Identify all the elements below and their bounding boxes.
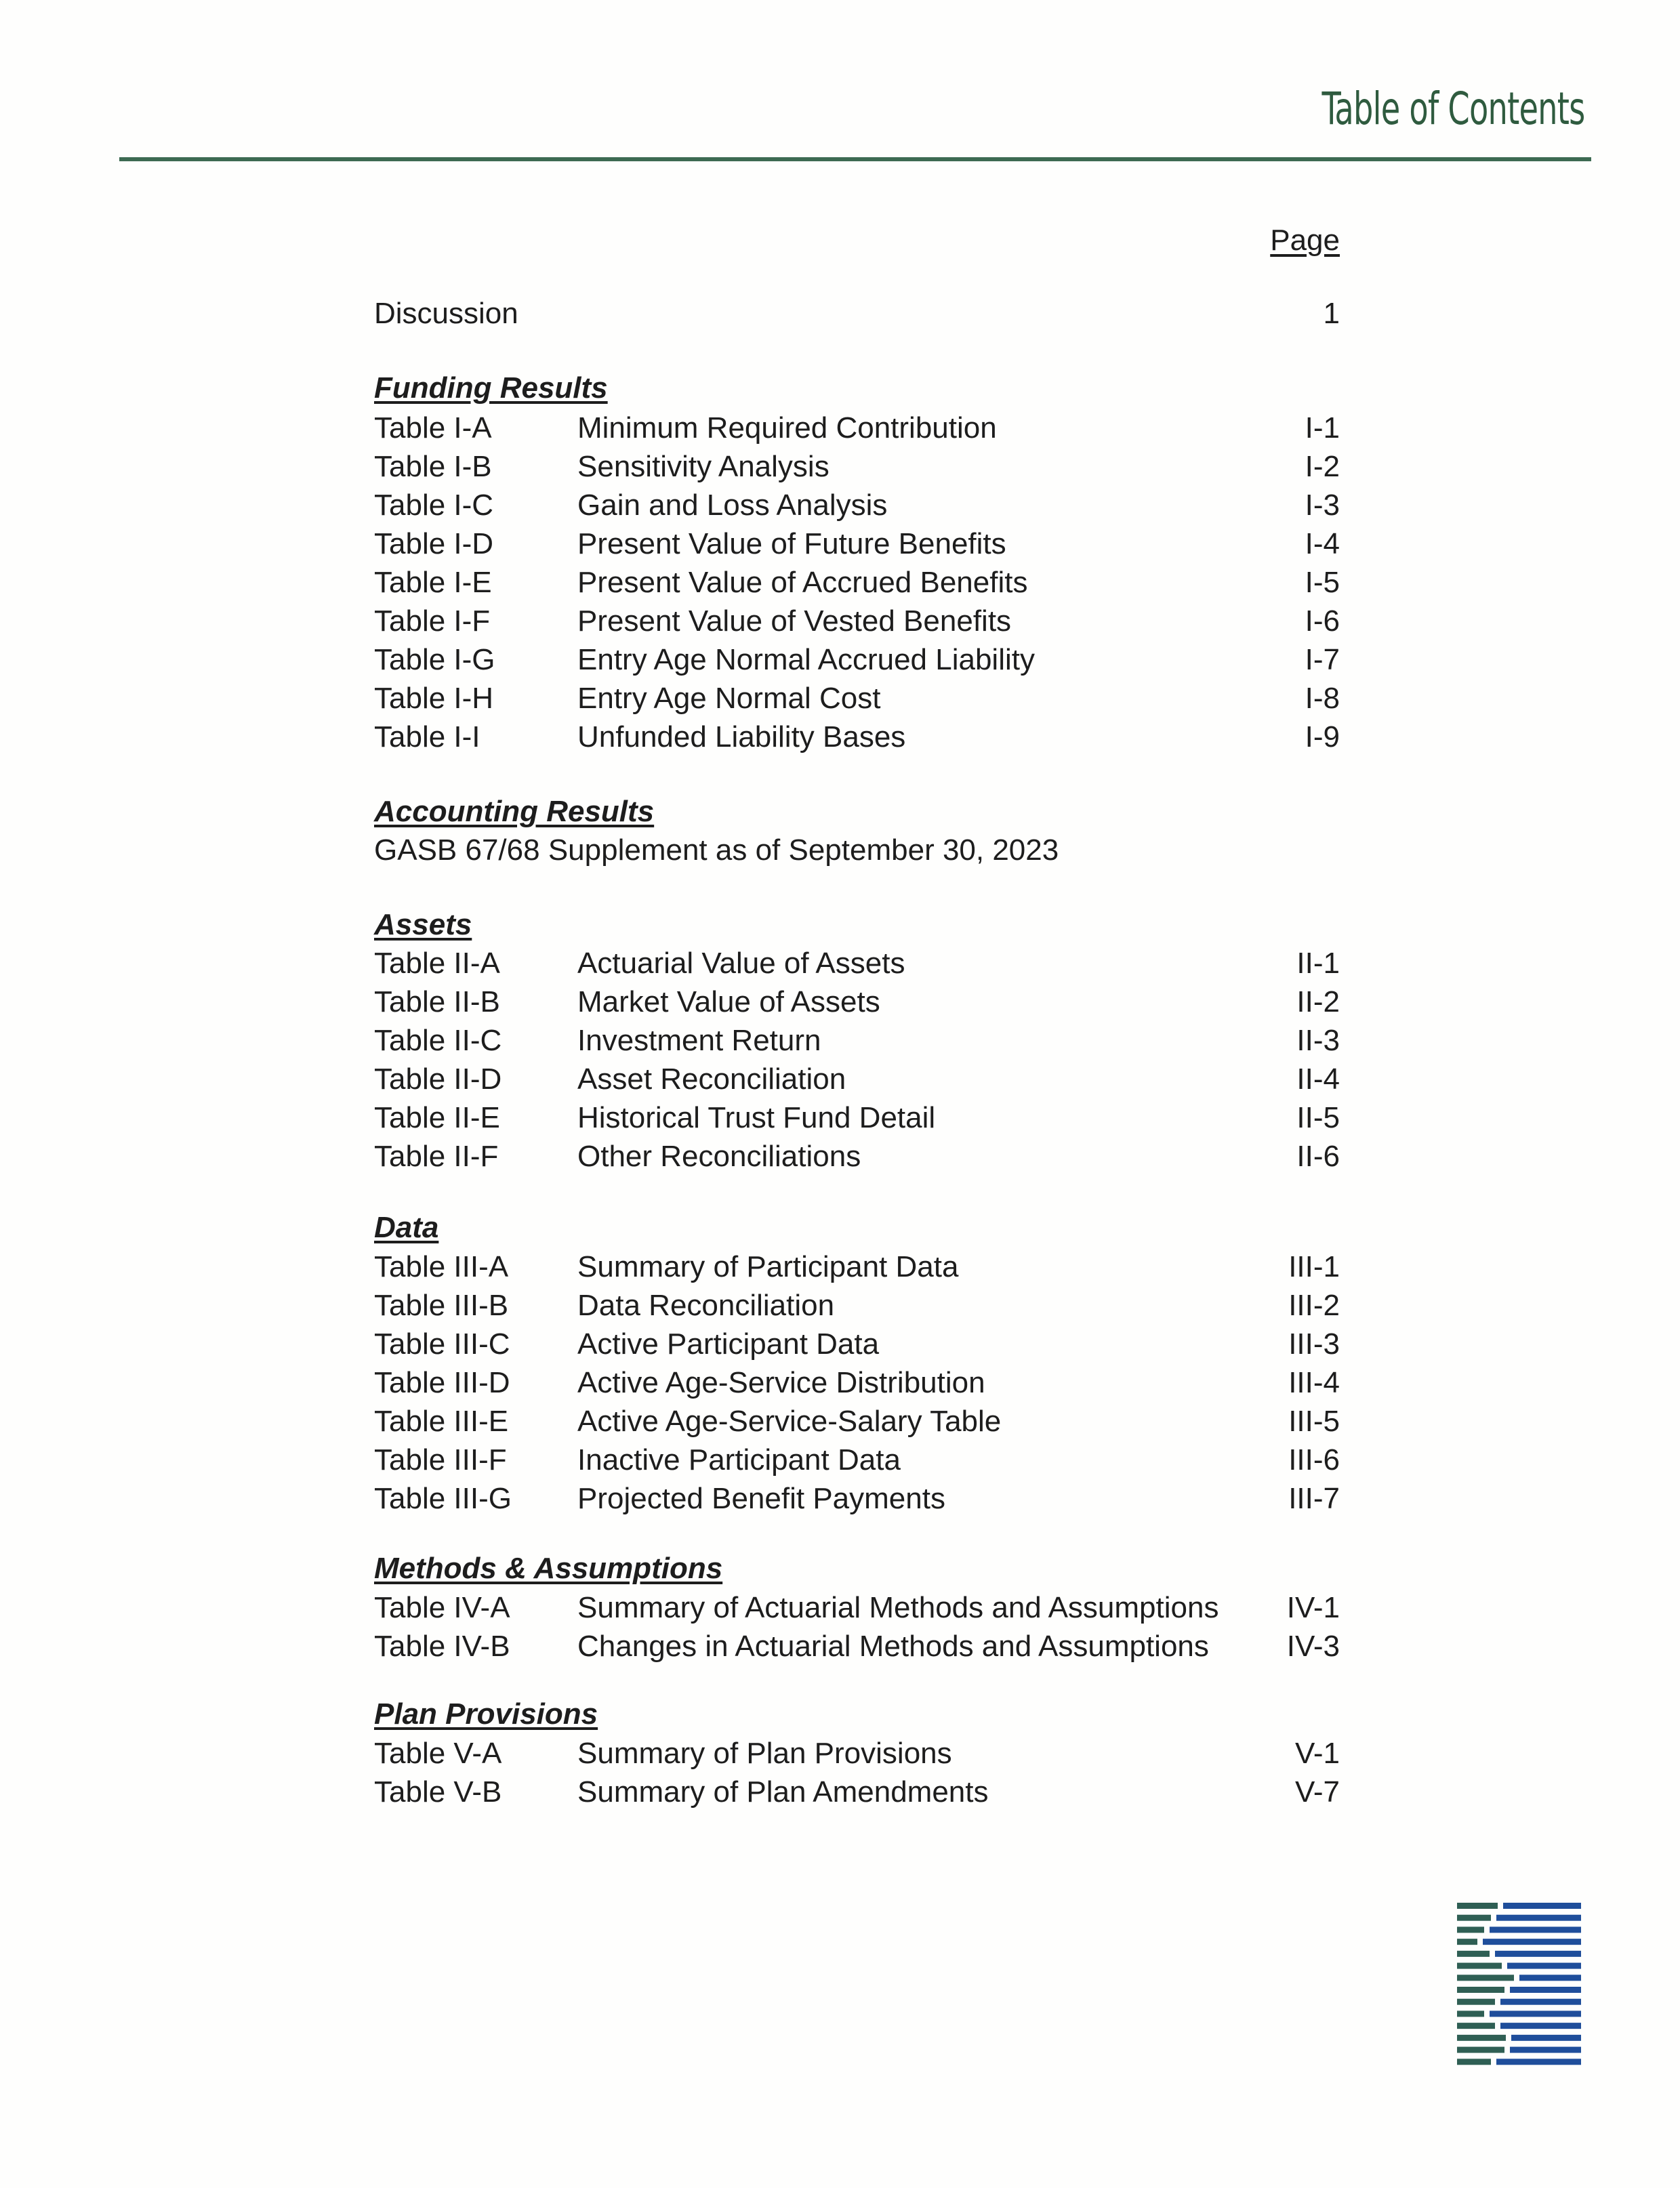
toc-description: Historical Trust Fund Detail [577, 1101, 936, 1134]
toc-row[interactable] [374, 1443, 1340, 1481]
toc-page: I-9 [1305, 720, 1340, 754]
toc-row[interactable] [374, 1140, 1340, 1178]
logo-stripe-blue [1490, 1926, 1581, 1933]
logo-stripe-blue [1503, 1903, 1581, 1909]
toc-row[interactable] [374, 682, 1340, 720]
toc-row-discussion[interactable] [374, 297, 1340, 335]
logo-stripe-blue [1496, 1915, 1581, 1921]
logo-stripe-green [1457, 1903, 1498, 1909]
toc-page: I-8 [1305, 682, 1340, 715]
toc-description: Present Value of Accrued Benefits [577, 566, 1028, 599]
toc-table-code: Table I-H [374, 682, 494, 715]
toc-description: Summary of Plan Provisions [577, 1737, 952, 1770]
toc-description: Summary of Participant Data [577, 1250, 959, 1283]
logo-stripe-green [1457, 1951, 1490, 1957]
toc-description: Asset Reconciliation [577, 1062, 846, 1096]
logo-stripe-green [1457, 1926, 1484, 1933]
logo-stripe-green [1457, 2047, 1504, 2053]
toc-row[interactable] [374, 720, 1340, 758]
toc-description: Present Value of Future Benefits [577, 527, 1006, 560]
toc-table-code: Table I-C [374, 489, 494, 522]
toc-description: Investment Return [577, 1024, 821, 1057]
toc-page: II-5 [1296, 1101, 1340, 1134]
toc-description: Active Age-Service-Salary Table [577, 1405, 1002, 1438]
toc-table-code: Table II-D [374, 1062, 502, 1096]
toc-description: Actuarial Value of Assets [577, 947, 905, 980]
toc-page: I-2 [1305, 450, 1340, 483]
toc-row[interactable] [374, 1737, 1340, 1775]
toc-page: I-5 [1305, 566, 1340, 599]
toc-description: Projected Benefit Payments [577, 1482, 945, 1515]
logo-stripe-blue [1500, 2023, 1581, 2029]
logo-stripe-blue [1519, 1975, 1581, 1981]
toc-description: Active Participant Data [577, 1327, 880, 1361]
logo-stripe-green [1457, 1963, 1502, 1969]
logo-stripe-blue [1511, 2035, 1581, 2041]
toc-table-code: Table IV-B [374, 1630, 510, 1663]
toc-page: III-5 [1288, 1405, 1340, 1438]
toc-table-code: Table I-B [374, 450, 492, 483]
toc-description: Market Value of Assets [577, 985, 880, 1018]
toc-page: III-3 [1288, 1327, 1340, 1361]
toc-row[interactable] [374, 527, 1340, 565]
toc-row[interactable] [374, 1250, 1340, 1288]
logo-stripe-green [1457, 2035, 1506, 2041]
toc-page: V-1 [1294, 1737, 1340, 1770]
page-title: Table of Contents [1321, 83, 1584, 135]
toc-table-code: Table III-E [374, 1405, 509, 1438]
toc-description: Sensitivity Analysis [577, 450, 829, 483]
toc-row[interactable] [374, 1591, 1340, 1629]
toc-table-code: Table I-E [374, 566, 492, 599]
toc-page: III-4 [1288, 1366, 1340, 1399]
logo-stripe-blue [1496, 2059, 1581, 2065]
toc-table-code: Table III-C [374, 1327, 510, 1361]
accounting-supplement-line: GASB 67/68 Supplement as of September 30, 2023 [374, 833, 1059, 867]
toc-description: Present Value of Vested Benefits [577, 604, 1012, 638]
toc-table-code: Table II-C [374, 1024, 502, 1057]
section-heading-assets: Assets [374, 908, 472, 941]
title-rule [119, 157, 1591, 161]
toc-row[interactable] [374, 1101, 1340, 1139]
toc-row[interactable] [374, 604, 1340, 642]
toc-table-code: Table III-A [374, 1250, 509, 1283]
toc-table-code: Table IV-A [374, 1591, 510, 1624]
company-logo-icon [1457, 1901, 1581, 2069]
toc-table-code: Table V-A [374, 1737, 502, 1770]
logo-stripe-blue [1490, 2010, 1581, 2017]
toc-row[interactable] [374, 947, 1340, 985]
toc-description: Minimum Required Contribution [577, 411, 997, 445]
toc-row[interactable] [374, 1289, 1340, 1327]
toc-row[interactable] [374, 985, 1340, 1023]
toc-row[interactable] [374, 1024, 1340, 1062]
toc-row[interactable] [374, 1366, 1340, 1404]
toc-description: Unfunded Liability Bases [577, 720, 906, 754]
toc-description: Other Reconciliations [577, 1140, 861, 1173]
toc-description: Data Reconciliation [577, 1289, 835, 1322]
toc-page: III-2 [1288, 1289, 1340, 1322]
toc-table-code: Table III-B [374, 1289, 509, 1322]
toc-row[interactable] [374, 489, 1340, 527]
logo-stripe-blue [1507, 1963, 1581, 1969]
toc-page: V-7 [1294, 1775, 1340, 1809]
toc-table-code: Table III-G [374, 1482, 512, 1515]
toc-table-code: Table I-I [374, 720, 480, 754]
toc-row[interactable] [374, 1482, 1340, 1520]
toc-row[interactable] [374, 643, 1340, 681]
toc-table-code: Table V-B [374, 1775, 502, 1809]
toc-row[interactable] [374, 566, 1340, 604]
toc-page: I-3 [1305, 489, 1340, 522]
toc-description: Summary of Actuarial Methods and Assumptions [577, 1591, 1219, 1624]
toc-table-code: Table II-F [374, 1140, 499, 1173]
toc-row[interactable] [374, 1630, 1340, 1668]
toc-description: Active Age-Service Distribution [577, 1366, 985, 1399]
section-heading-funding-results: Funding Results [374, 371, 608, 405]
logo-stripe-blue [1495, 1951, 1581, 1957]
logo-stripe-green [1457, 1915, 1491, 1921]
toc-page: IV-1 [1286, 1591, 1340, 1624]
section-heading-accounting-results: Accounting Results [374, 795, 655, 828]
toc-page: II-2 [1296, 985, 1340, 1018]
toc-page: III-1 [1288, 1250, 1340, 1283]
toc-table-code: Table I-G [374, 643, 495, 676]
toc-row[interactable] [374, 1062, 1340, 1100]
toc-row[interactable] [374, 1405, 1340, 1443]
section-heading-plan-provisions: Plan Provisions [374, 1697, 598, 1731]
toc-page: II-4 [1296, 1062, 1340, 1096]
toc-page: I-1 [1305, 411, 1340, 445]
toc-description: Changes in Actuarial Methods and Assumptions [577, 1630, 1209, 1663]
logo-stripe-green [1457, 2059, 1491, 2065]
toc-page: I-7 [1305, 643, 1340, 676]
toc-table-code: Table III-F [374, 1443, 507, 1477]
toc-row[interactable] [374, 411, 1340, 449]
toc-row[interactable] [374, 1327, 1340, 1365]
toc-description: Summary of Plan Amendments [577, 1775, 989, 1809]
logo-stripe-blue [1500, 1999, 1581, 2005]
toc-page: IV-3 [1286, 1630, 1340, 1663]
section-heading-data: Data [374, 1211, 439, 1244]
logo-stripe-green [1457, 2023, 1495, 2029]
toc-table-code: Table II-E [374, 1101, 500, 1134]
toc-table-code: Table III-D [374, 1366, 510, 1399]
toc-description: Inactive Participant Data [577, 1443, 901, 1477]
toc-table-code: Table I-A [374, 411, 492, 445]
toc-page: III-7 [1288, 1482, 1340, 1515]
logo-stripe-blue [1510, 1987, 1581, 1993]
toc-page: II-1 [1296, 947, 1340, 980]
toc-table-code: Table II-A [374, 947, 500, 980]
toc-page: 1 [1323, 297, 1340, 330]
logo-stripe-green [1457, 1939, 1477, 1945]
toc-table-code: Table II-B [374, 985, 500, 1018]
toc-row[interactable] [374, 1775, 1340, 1813]
toc-description: Gain and Loss Analysis [577, 489, 888, 522]
logo-stripe-green [1457, 2010, 1484, 2017]
toc-page: II-3 [1296, 1024, 1340, 1057]
toc-description: Entry Age Normal Accrued Liability [577, 643, 1035, 676]
section-heading-methods-assumptions: Methods & Assumptions [374, 1552, 723, 1585]
logo-stripe-green [1457, 1987, 1504, 1993]
toc-page: III-6 [1288, 1443, 1340, 1477]
toc-row[interactable] [374, 450, 1340, 488]
logo-stripe-blue [1483, 1939, 1581, 1945]
logo-stripe-blue [1510, 2047, 1581, 2053]
toc-label: Discussion [374, 297, 518, 330]
toc-table-code: Table I-D [374, 527, 494, 560]
toc-page: I-4 [1305, 527, 1340, 560]
logo-stripe-green [1457, 1999, 1495, 2005]
toc-page: II-6 [1296, 1140, 1340, 1173]
toc-page: I-6 [1305, 604, 1340, 638]
logo-stripe-green [1457, 1975, 1514, 1981]
page-column-header: Page [1270, 224, 1340, 257]
toc-description: Entry Age Normal Cost [577, 682, 881, 715]
toc-table-code: Table I-F [374, 604, 491, 638]
